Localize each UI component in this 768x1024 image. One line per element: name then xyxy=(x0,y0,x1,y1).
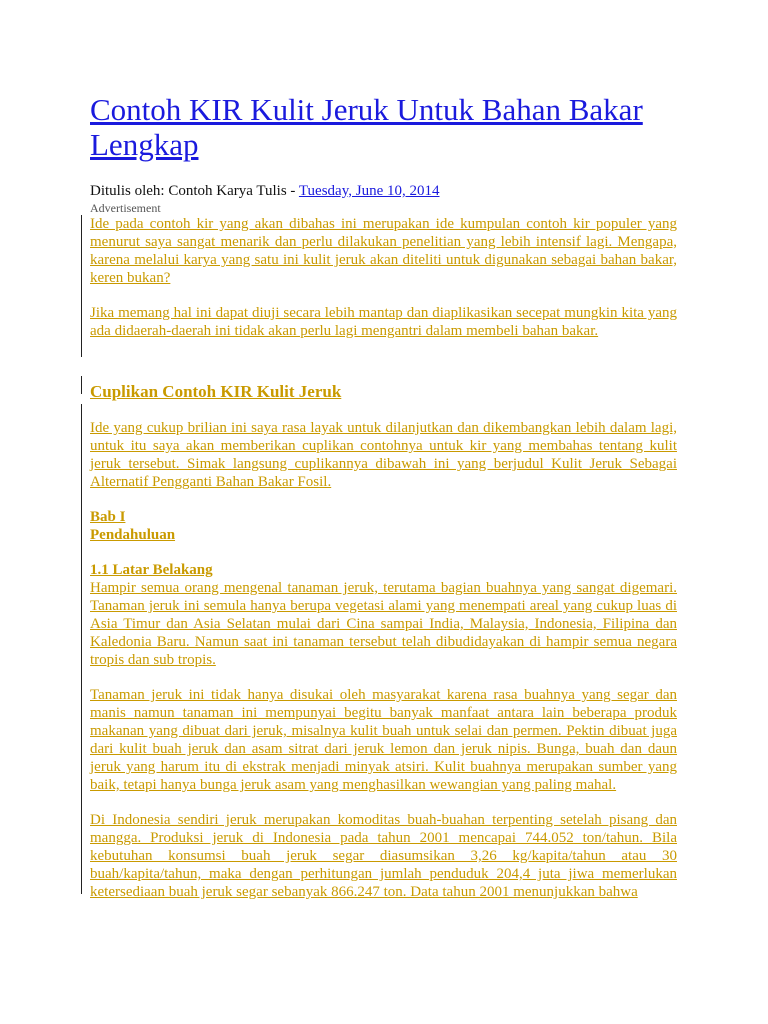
quote-bar xyxy=(81,376,82,394)
quote-bar xyxy=(81,404,82,894)
article-title[interactable]: Contoh KIR Kulit Jeruk Untuk Bahan Bakar Lengkap xyxy=(90,92,643,162)
byline-author: Ditulis oleh: Contoh Karya Tulis - xyxy=(90,183,299,199)
section-paragraph[interactable]: Hampir semua orang mengenal tanaman jeruk, terutama bagian buahnya yang sangat digemari. Tanaman jeruk ini semula hanya berupa vegetasi alami yang menempati areal yang cukup luas di Asia Timur dan Asia Selatan mulai dari Cina sampai India, Malaysia, Indonesia, Filipina dan Kaledonia Baru. Namun saat ini tanaman tersebut telah dibudidayakan di hampir semua negara tropis dan sub tropis. xyxy=(90,580,677,668)
section-paragraph[interactable]: Ide yang cukup brilian ini saya rasa layak untuk dilanjutkan dan dikembangkan lebih dalam lagi, untuk itu saya akan memberikan cuplikan contohnya untuk kir yang membahas tentang kulit jeruk tersebut. Simak langsung cuplikannya dibawah ini yang berjudul Kulit Jeruk Sebagai Alternatif Pengganti Bahan Bakar Fosil. xyxy=(90,420,677,490)
section-heading[interactable]: Cuplikan Contoh KIR Kulit Jeruk xyxy=(90,382,342,401)
byline xyxy=(90,182,439,200)
subsection-heading[interactable]: 1.1 Latar Belakang xyxy=(90,562,213,578)
intro-paragraph[interactable]: Ide pada contoh kir yang akan dibahas ini merupakan ide kumpulan contoh kir populer yang menurut saya sangat menarik dan perlu dilakukan penelitian yang lebih intensif lagi. Mengapa, karena melalui karya yang satu ini kulit jeruk akan diteliti untuk digunakan sebagai bahan bakar, keren bukan? xyxy=(90,216,677,286)
quote-bar xyxy=(81,215,82,357)
chapter-title[interactable]: Pendahuluan xyxy=(90,527,176,543)
section-paragraph[interactable]: Tanaman jeruk ini tidak hanya disukai oleh masyarakat karena rasa buahnya yang segar dan manis namun tanaman ini mempunyai begitu banyak manfaat antara lain beberapa produk makanan yang dibuat dari jeruk, misalnya kulit buah untuk selai dan permen. Pektin dibuat juga dari kulit buah jeruk dan asam sitrat dari jeruk lemon dan jeruk nipis. Bunga, buah dan daun jeruk yang harum itu di ekstrak menjadi minyak atsiri. Kulit buahnya merupakan sumber yang baik, tetapi hanya bunga jeruk asam yang menghasilkan wewangian yang paling mahal. xyxy=(90,687,677,793)
article-body xyxy=(90,215,677,901)
post-date-link[interactable]: Tuesday, June 10, 2014 xyxy=(298,183,440,199)
intro-paragraph[interactable]: Jika memang hal ini dapat diuji secara lebih mantap dan diaplikasikan secepat mungkin kita yang ada didaerah-daerah ini tidak akan perlu lagi mengantri dalam membeli bahan bakar. xyxy=(90,305,677,339)
advertisement-label: Advertisement xyxy=(90,201,161,215)
chapter-label[interactable]: Bab I xyxy=(90,509,126,525)
section-paragraph[interactable]: Di Indonesia sendiri jeruk merupakan komoditas buah-buahan terpenting setelah pisang dan mangga. Produksi jeruk di Indonesia pada tahun 2001 mencapai 744.052 ton/tahun. Bila kebutuhan konsumsi buah jeruk segar diasumsikan 3,26 kg/kapita/tahun atau 30 buah/kapita/tahun, maka dengan perhitungan jumlah penduduk 204,4 juta jiwa memerlukan ketersediaan buah jeruk segar sebanyak 866.247 ton. Data tahun 2001 menunjukkan bahwa xyxy=(90,812,677,900)
